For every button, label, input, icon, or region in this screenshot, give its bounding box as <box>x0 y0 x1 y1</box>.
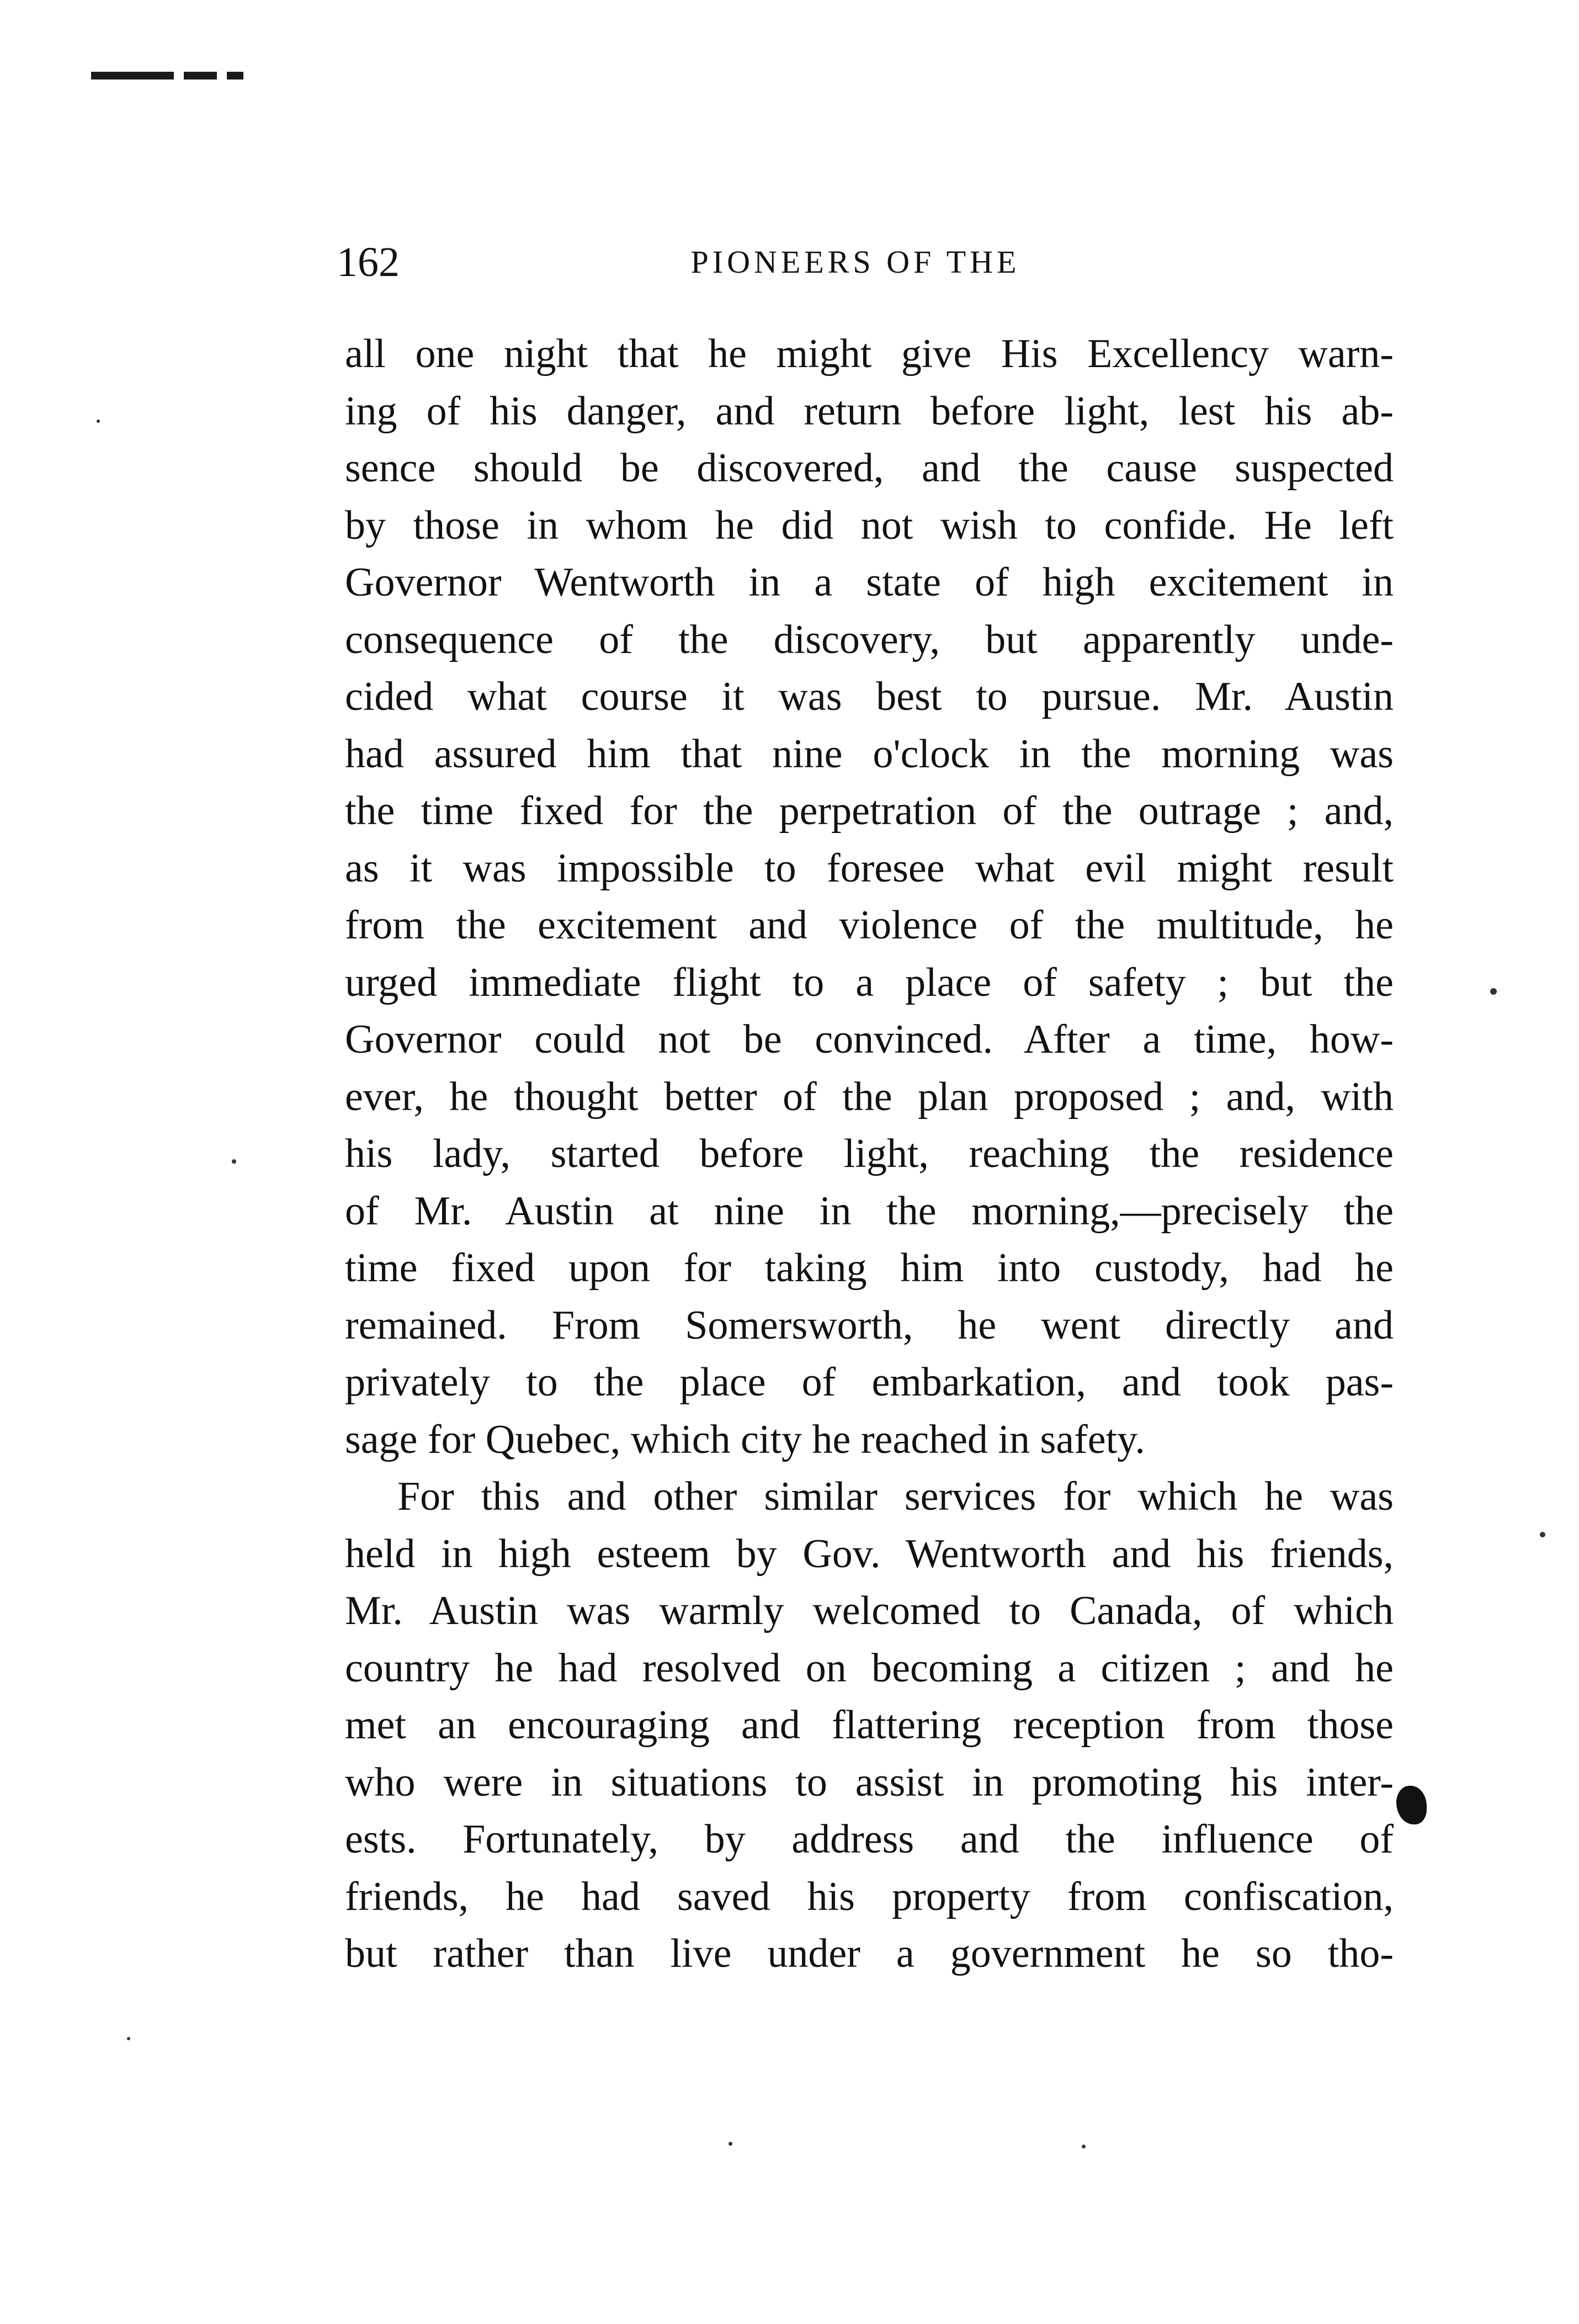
text-line: his lady, started before light, reaching the residence <box>345 1131 1394 1176</box>
paragraph-end-line: sage for Quebec, which city he reached in safety. <box>345 1416 1145 1462</box>
text-line: ests. Fortunately, by address and the influence of <box>345 1817 1394 1862</box>
text-line: Mr. Austin was warmly welcomed to Canada, of which <box>345 1588 1394 1633</box>
text-line: time fixed upon for taking him into custody, had he <box>345 1245 1394 1291</box>
text-line: as it was impossible to foresee what evil might result <box>345 845 1394 891</box>
dust-speck <box>1082 2145 1086 2148</box>
text-line: but rather than live under a government he so tho- <box>345 1931 1394 1976</box>
text-line: consequence of the discovery, but apparently unde- <box>345 617 1394 662</box>
text-line: urged immediate flight to a place of safety ; but the <box>345 959 1394 1005</box>
text-line: sence should be discovered, and the cause suspected <box>345 445 1394 491</box>
text-line: of Mr. Austin at nine in the morning,—precisely the <box>345 1188 1394 1234</box>
dust-speck <box>1490 988 1497 995</box>
text-line: ever, he thought better of the plan proposed ; and, with <box>345 1074 1394 1119</box>
text-line: ing of his danger, and return before light, lest his ab- <box>345 388 1394 434</box>
page-header <box>337 232 1374 293</box>
body-text <box>345 326 1394 1983</box>
paragraph-start-line: For this and other similar services for which he was <box>397 1474 1394 1519</box>
text-line: country he had resolved on becoming a citizen ; and he <box>345 1645 1394 1691</box>
running-head: PIONEERS OF THE <box>690 244 1020 280</box>
dust-speck <box>1540 1532 1545 1537</box>
text-line: met an encouraging and flattering reception from those <box>345 1702 1394 1748</box>
text-line: all one night that he might give His Excellency warn- <box>345 331 1394 376</box>
text-line: remained. From Somersworth, he went directly and <box>345 1302 1394 1348</box>
text-line: Governor could not be convinced. After a time, how- <box>345 1017 1394 1062</box>
text-line: privately to the place of embarkation, and took pas- <box>345 1360 1394 1405</box>
text-line: held in high esteem by Gov. Wentworth and his friends, <box>345 1531 1394 1577</box>
ink-blot <box>1396 1786 1427 1824</box>
dust-speck <box>232 1159 236 1164</box>
scan-artifact <box>91 72 279 79</box>
dust-speck <box>127 2037 130 2040</box>
dust-speck <box>97 420 100 423</box>
text-line: from the excitement and violence of the multitude, he <box>345 903 1394 948</box>
text-line: friends, he had saved his property from confiscation, <box>345 1874 1394 1919</box>
text-line: who were in situations to assist in promoting his inter- <box>345 1759 1394 1805</box>
page-number: 162 <box>337 239 400 285</box>
text-line: cided what course it was best to pursue. Mr. Austin <box>345 674 1394 719</box>
text-line: Governor Wentworth in a state of high excitement in <box>345 560 1394 605</box>
text-line: by those in whom he did not wish to confide. He left <box>345 502 1394 548</box>
text-line: had assured him that nine o'clock in the morning was <box>345 731 1394 777</box>
dust-speck <box>729 2142 732 2146</box>
text-line: the time fixed for the perpetration of the outrage ; and, <box>345 788 1394 834</box>
